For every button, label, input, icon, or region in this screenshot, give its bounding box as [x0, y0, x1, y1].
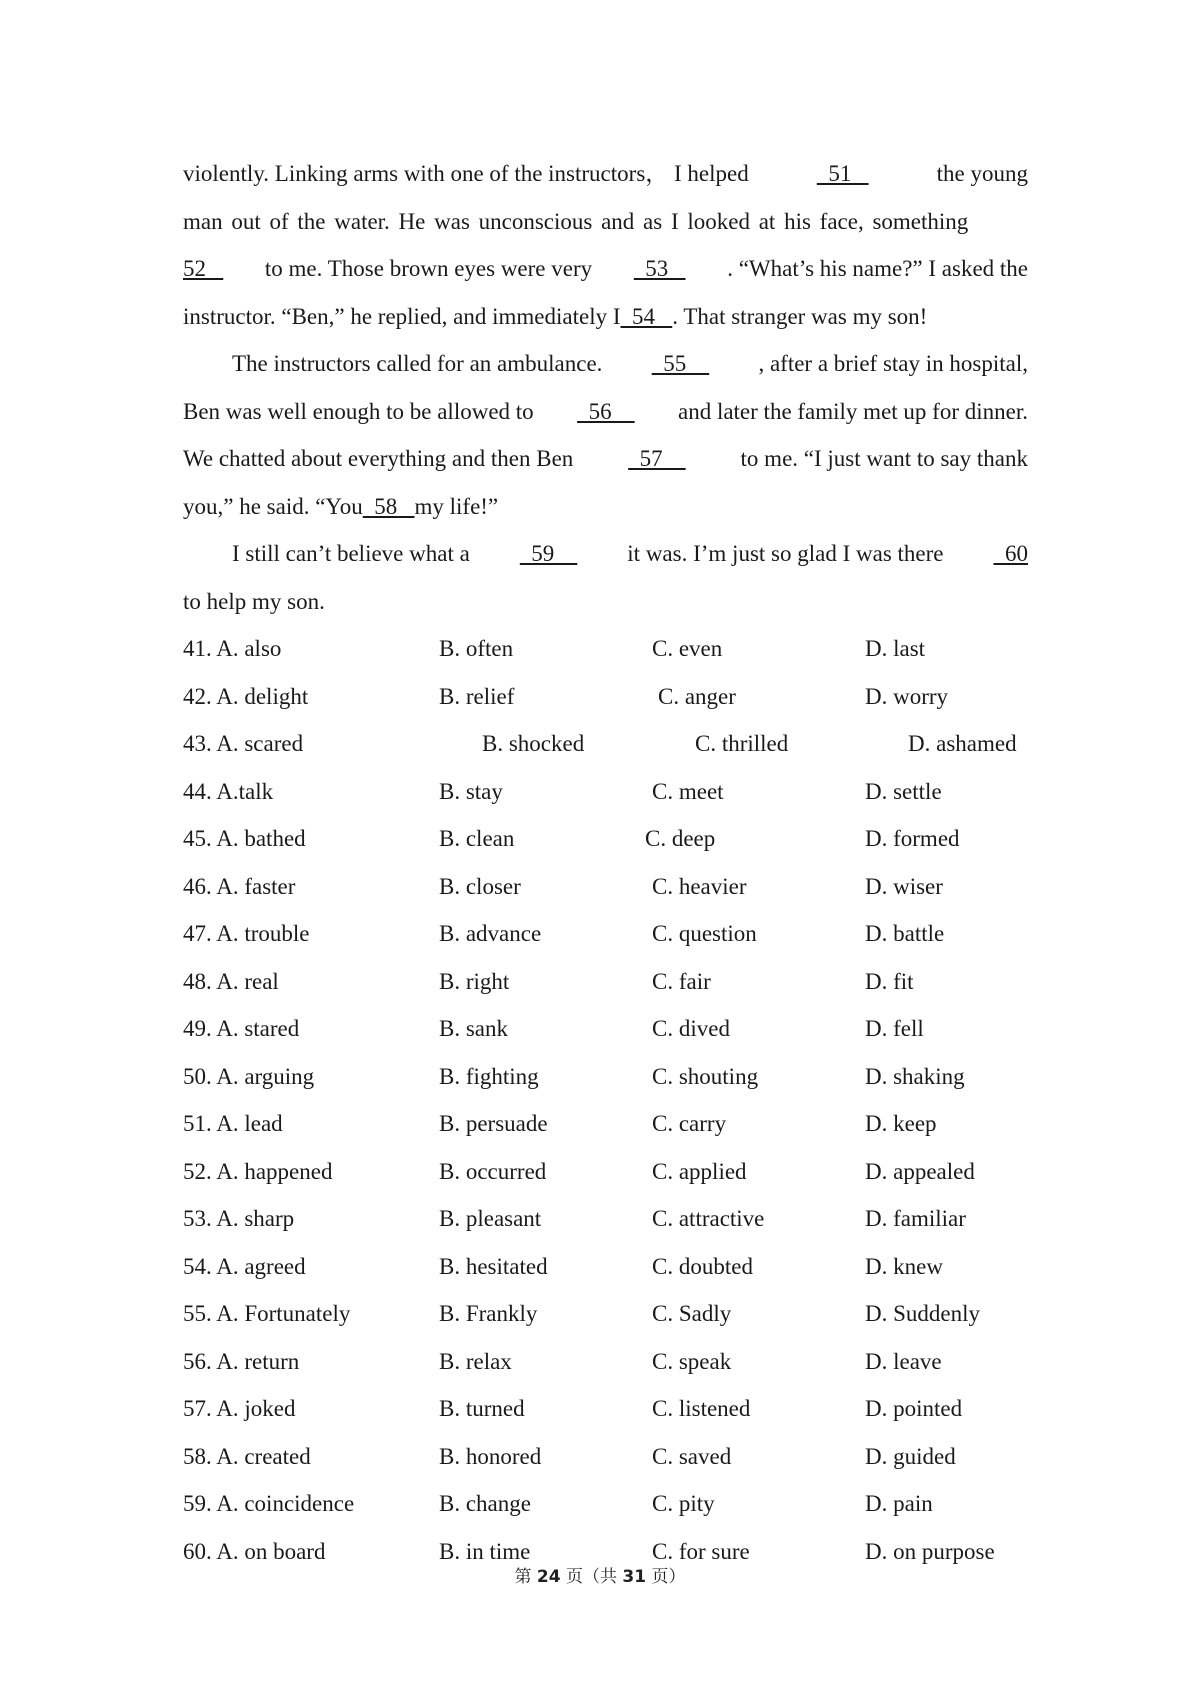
- passage-text: to help my son.: [183, 588, 325, 614]
- option-a: 48. A. real: [183, 968, 279, 994]
- option-row: [183, 815, 1028, 863]
- option-c: C. for sure: [652, 1538, 750, 1564]
- option-b: B. stay: [439, 778, 503, 804]
- blank-57: 57: [628, 446, 686, 471]
- option-b: B. sank: [439, 1016, 508, 1041]
- option-row: [183, 1148, 1028, 1196]
- option-row: [183, 1433, 1028, 1481]
- option-b: B. closer: [439, 873, 521, 899]
- passage-text: to me. “I just want to say thank: [740, 446, 1028, 471]
- passage-line: [183, 483, 1028, 531]
- option-row: [183, 720, 1028, 768]
- blank-58: 58: [362, 493, 415, 519]
- option-c: C. question: [652, 921, 757, 946]
- blank-54: 54: [620, 303, 673, 329]
- blank-60: 60: [993, 541, 1028, 566]
- passage-text: man out of the water. He was unconscious and as I looked at his face, something: [183, 208, 969, 234]
- option-row: [183, 863, 1028, 911]
- option-d: D. last: [865, 636, 926, 661]
- blank-56: 56: [577, 398, 635, 424]
- option-a: 50. A. arguing: [183, 1063, 315, 1089]
- option-c: C. anger: [658, 683, 736, 709]
- option-a: 60. A. on board: [183, 1538, 326, 1564]
- option-d: D. ashamed: [908, 731, 1017, 756]
- passage-text: and later the family met up for dinner.: [677, 398, 1028, 424]
- option-b: B. relax: [439, 1348, 512, 1374]
- passage-text: . “What’s his name?” I asked the: [727, 256, 1028, 281]
- passage-line: [183, 340, 1028, 388]
- option-d: D. shaking: [865, 1063, 965, 1089]
- option-a: 56. A. return: [183, 1348, 300, 1374]
- footer-total-pages: 31: [622, 1567, 647, 1587]
- option-c: C. carry: [652, 1111, 727, 1136]
- passage-text: , after a brief stay in hospital,: [758, 351, 1028, 376]
- passage-text: to me. Those brown eyes were very: [264, 256, 593, 281]
- option-b: B. Frankly: [439, 1301, 538, 1326]
- option-d: D. fit: [865, 968, 914, 994]
- option-c: C. dived: [652, 1016, 730, 1041]
- passage-text: instructor. “Ben,” he replied, and immediately I: [183, 303, 621, 329]
- option-d: D. worry: [865, 683, 949, 709]
- option-d: D. leave: [865, 1348, 942, 1374]
- cloze-passage: [183, 150, 1028, 625]
- passage-text: it was. I’m just so glad I was there: [627, 541, 944, 566]
- option-c: C. fair: [652, 968, 711, 994]
- option-c: C. doubted: [652, 1253, 753, 1279]
- option-a: 58. A. created: [183, 1443, 311, 1469]
- footer-suffix: 页）: [651, 1567, 686, 1587]
- option-a: 57. A. joked: [183, 1396, 296, 1421]
- option-c: C. speak: [652, 1348, 732, 1374]
- option-c: C. even: [652, 636, 723, 661]
- option-a: 59. A. coincidence: [183, 1491, 355, 1516]
- option-a: 55. A. Fortunately: [183, 1301, 351, 1326]
- page-footer: [0, 1562, 1200, 1587]
- option-c: C. deep: [645, 826, 716, 851]
- blank-55: 55: [651, 351, 710, 376]
- option-row: [183, 1195, 1028, 1243]
- passage-line: [183, 388, 1028, 436]
- option-row: [183, 1100, 1028, 1148]
- blank-51: 51: [816, 161, 869, 186]
- blank-59: 59: [519, 541, 578, 566]
- blank-53: 53: [633, 256, 686, 281]
- option-a: 41. A. also: [183, 636, 282, 661]
- option-d: D. appealed: [865, 1158, 975, 1184]
- option-a: 53. A. sharp: [183, 1206, 295, 1231]
- option-row: [183, 1053, 1028, 1101]
- option-c: C. saved: [652, 1443, 732, 1469]
- option-row: [183, 1290, 1028, 1338]
- option-d: D. pointed: [865, 1396, 963, 1421]
- option-row: [183, 1338, 1028, 1386]
- option-d: D. battle: [865, 921, 945, 946]
- option-row: [183, 910, 1028, 958]
- passage-line: [183, 245, 1028, 293]
- option-a: 54. A. agreed: [183, 1253, 306, 1279]
- answer-options: [183, 625, 1028, 1575]
- option-row: [183, 1243, 1028, 1291]
- option-b: B. pleasant: [439, 1206, 542, 1231]
- option-b: B. honored: [439, 1443, 542, 1469]
- passage-line: [183, 198, 1028, 246]
- option-d: D. fell: [865, 1016, 924, 1041]
- passage-text: my life!”: [414, 493, 499, 519]
- option-d: D. pain: [865, 1491, 933, 1516]
- option-a: 46. A. faster: [183, 873, 296, 899]
- option-c: C. meet: [652, 778, 724, 804]
- option-d: D. Suddenly: [865, 1301, 980, 1326]
- option-b: B. right: [439, 968, 510, 994]
- passage-text: We chatted about everything and then Ben: [183, 446, 574, 471]
- option-b: B. hesitated: [439, 1253, 548, 1279]
- option-a: 42. A. delight: [183, 683, 309, 709]
- passage-text: I still can’t believe what a: [232, 541, 470, 566]
- blank-52: 52: [183, 256, 224, 281]
- passage-text: The instructors called for an ambulance.: [232, 351, 603, 376]
- option-d: D. keep: [865, 1111, 937, 1136]
- option-a: 43. A. scared: [183, 731, 304, 756]
- option-row: [183, 768, 1028, 816]
- option-a: 51. A. lead: [183, 1111, 283, 1136]
- option-d: D. on purpose: [865, 1538, 995, 1564]
- option-a: 44. A.talk: [183, 778, 274, 804]
- option-row: [183, 1005, 1028, 1053]
- option-c: C. listened: [652, 1396, 751, 1421]
- option-row: [183, 958, 1028, 1006]
- option-c: C. attractive: [652, 1206, 765, 1231]
- option-d: D. knew: [865, 1253, 943, 1279]
- option-d: D. settle: [865, 778, 942, 804]
- option-a: 47. A. trouble: [183, 921, 310, 946]
- option-a: 49. A. stared: [183, 1016, 300, 1041]
- passage-line: [183, 530, 1028, 578]
- passage-text: violently. Linking arms with one of the instructors， I helped: [183, 161, 749, 186]
- passage-text: the young: [936, 161, 1028, 186]
- option-d: D. formed: [865, 826, 960, 851]
- footer-middle: 页（共: [566, 1567, 617, 1587]
- option-c: C. Sadly: [652, 1301, 732, 1326]
- passage-line: [183, 435, 1028, 483]
- option-row: [183, 673, 1028, 721]
- option-row: [183, 1385, 1028, 1433]
- option-b: B. fighting: [439, 1063, 539, 1089]
- passage-text: . That stranger was my son!: [672, 303, 928, 329]
- option-row: [183, 625, 1028, 673]
- option-b: B. occurred: [439, 1158, 547, 1184]
- option-b: B. persuade: [439, 1111, 548, 1136]
- option-c: C. shouting: [652, 1063, 759, 1089]
- option-b: B. turned: [439, 1396, 525, 1421]
- option-b: B. clean: [439, 826, 515, 851]
- option-b: B. often: [439, 636, 514, 661]
- option-d: D. wiser: [865, 873, 943, 899]
- document-page: [183, 150, 1028, 1575]
- passage-text: you,” he said. “You: [183, 493, 363, 519]
- option-d: D. guided: [865, 1443, 956, 1469]
- option-a: 52. A. happened: [183, 1158, 333, 1184]
- option-c: C. heavier: [652, 873, 747, 899]
- option-b: B. shocked: [482, 731, 585, 756]
- option-a: 45. A. bathed: [183, 826, 306, 851]
- option-c: C. applied: [652, 1158, 747, 1184]
- passage-line: [183, 150, 1028, 198]
- option-b: B. relief: [439, 683, 515, 709]
- option-b: B. in time: [439, 1538, 531, 1564]
- option-d: D. familiar: [865, 1206, 966, 1231]
- passage-line: [183, 578, 1028, 626]
- option-c: C. thrilled: [695, 731, 789, 756]
- passage-line: [183, 293, 1028, 341]
- option-b: B. advance: [439, 921, 542, 946]
- footer-page-number: 24: [536, 1567, 561, 1587]
- footer-prefix: 第: [514, 1567, 532, 1587]
- option-b: B. change: [439, 1491, 531, 1516]
- passage-text: Ben was well enough to be allowed to: [183, 398, 534, 424]
- option-row: [183, 1480, 1028, 1528]
- option-c: C. pity: [652, 1491, 715, 1516]
